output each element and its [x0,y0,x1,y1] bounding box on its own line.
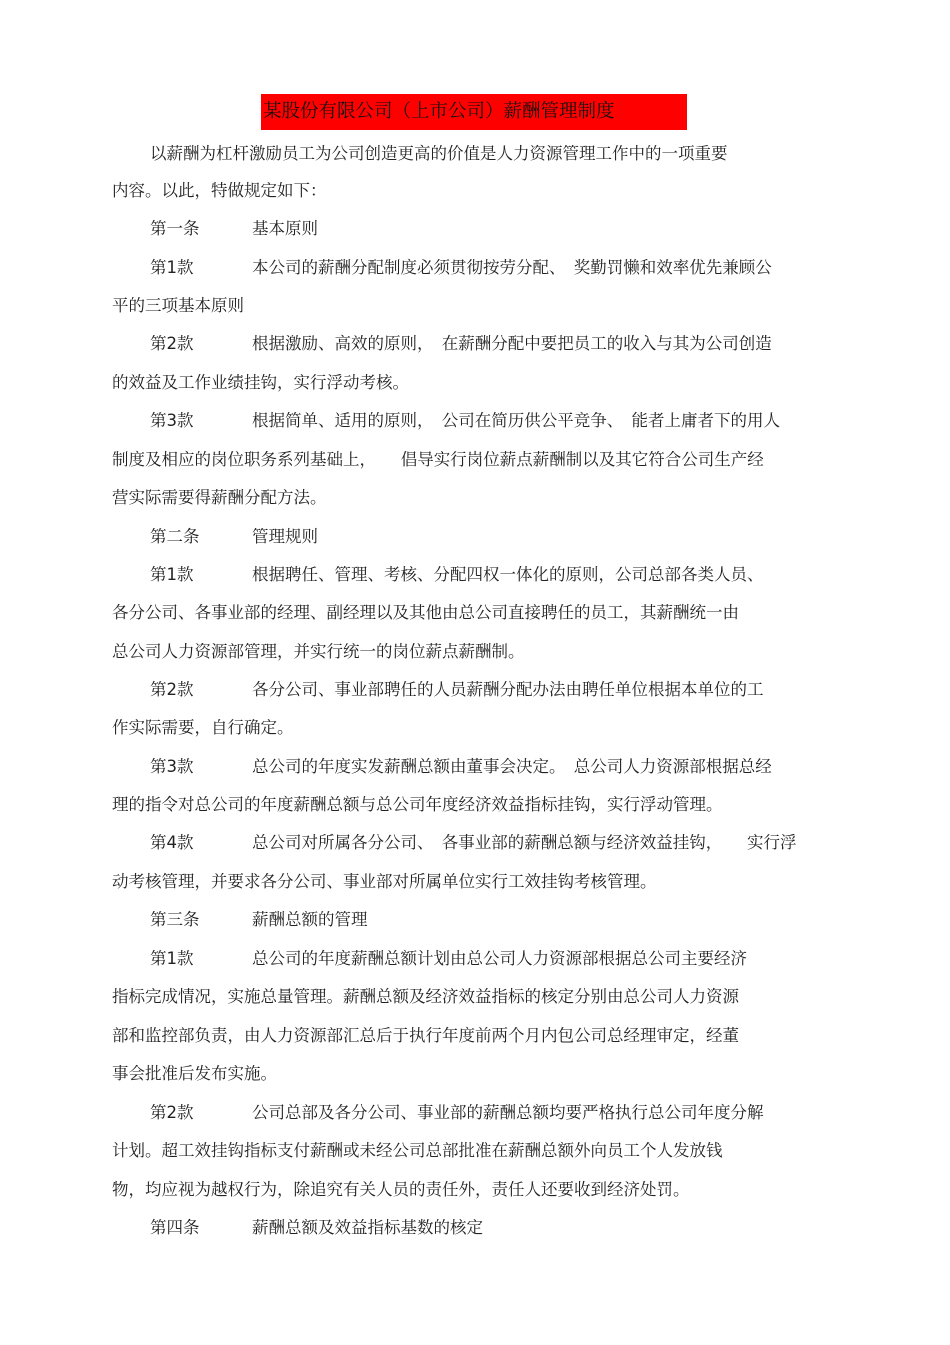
clause-line: 本公司的薪酬分配制度必须贯彻按劳分配、 奖勤罚懒和效率优先兼顾公 [252,258,772,277]
clause-label: 第1款 [150,565,194,584]
clause-line: 物，均应视为越权行为，除追究有关人员的责任外，责任人还要收到经济处罚。 [112,1180,690,1199]
clause-line: 总公司的年度实发薪酬总额由董事会决定。 总公司人力资源部根据总经 [252,757,772,776]
clause-line: 的效益及工作业绩挂钩，实行浮动考核。 [112,373,409,392]
clause-line: 根据聘任、管理、考核、分配四权一体化的原则，公司总部各类人员、 [252,565,764,584]
clause-line: 总公司的年度薪酬总额计划由总公司人力资源部根据总公司主要经济 [252,949,747,968]
article-heading: 薪酬总额及效益指标基数的核定 [252,1218,483,1237]
clause-label: 第2款 [150,1103,194,1122]
clause-label: 第2款 [150,334,194,353]
clause-label: 第3款 [150,757,194,776]
clause-label: 第1款 [150,258,194,277]
clause-label: 第2款 [150,680,194,699]
clause-line: 指标完成情况，实施总量管理。薪酬总额及经济效益指标的核定分别由总公司人力资源 [112,987,739,1006]
clause-label: 第1款 [150,949,194,968]
article-heading: 管理规则 [252,527,318,546]
clause-line: 公司总部及各分公司、事业部的薪酬总额均要严格执行总公司年度分解 [252,1103,764,1122]
clause-line: 平的三项基本原则 [112,296,244,315]
document-title: 某股份有限公司（上市公司）薪酬管理制度 [261,94,687,130]
clause-line: 制度及相应的岗位职务系列基础上， 倡导实行岗位薪点薪酬制以及其它符合公司生产经 [112,450,764,469]
clause-line: 作实际需要，自行确定。 [112,718,294,737]
clause-line: 总公司对所属各分公司、 各事业部的薪酬总额与经济效益挂钩， 实行浮 [252,833,797,852]
article-label: 第二条 [150,527,200,546]
clause-line: 营实际需要得薪酬分配方法。 [112,488,327,507]
clause-line: 动考核管理，并要求各分公司、事业部对所属单位实行工效挂钩考核管理。 [112,872,657,891]
clause-line: 理的指令对总公司的年度薪酬总额与总公司年度经济效益指标挂钩，实行浮动管理。 [112,795,723,814]
clause-line: 根据激励、高效的原则， 在薪酬分配中要把员工的收入与其为公司创造 [252,334,772,353]
intro-line: 以薪酬为杠杆激励员工为公司创造更高的价值是人力资源管理工作中的一项重要 [150,144,728,163]
clause-line: 计划。超工效挂钩指标支付薪酬或未经公司总部批准在薪酬总额外向员工个人发放钱 [112,1141,723,1160]
intro-line: 内容。以此，特做规定如下： [112,181,327,200]
clause-line: 总公司人力资源部管理，并实行统一的岗位薪点薪酬制。 [112,642,525,661]
clause-label: 第4款 [150,833,194,852]
clause-line: 部和监控部负责，由人力资源部汇总后于执行年度前两个月内包公司总经理审定，经董 [112,1026,739,1045]
article-heading: 基本原则 [252,219,318,238]
article-heading: 薪酬总额的管理 [252,910,368,929]
clause-line: 各分公司、事业部聘任的人员薪酬分配办法由聘任单位根据本单位的工 [252,680,764,699]
clause-line: 事会批准后发布实施。 [112,1064,277,1083]
clause-line: 各分公司、各事业部的经理、副经理以及其他由总公司直接聘任的员工，其薪酬统一由 [112,603,739,622]
clause-label: 第3款 [150,411,194,430]
clause-line: 根据简单、适用的原则， 公司在简历供公平竞争、 能者上庸者下的用人 [252,411,780,430]
article-label: 第一条 [150,219,200,238]
article-label: 第四条 [150,1218,200,1237]
article-label: 第三条 [150,910,200,929]
